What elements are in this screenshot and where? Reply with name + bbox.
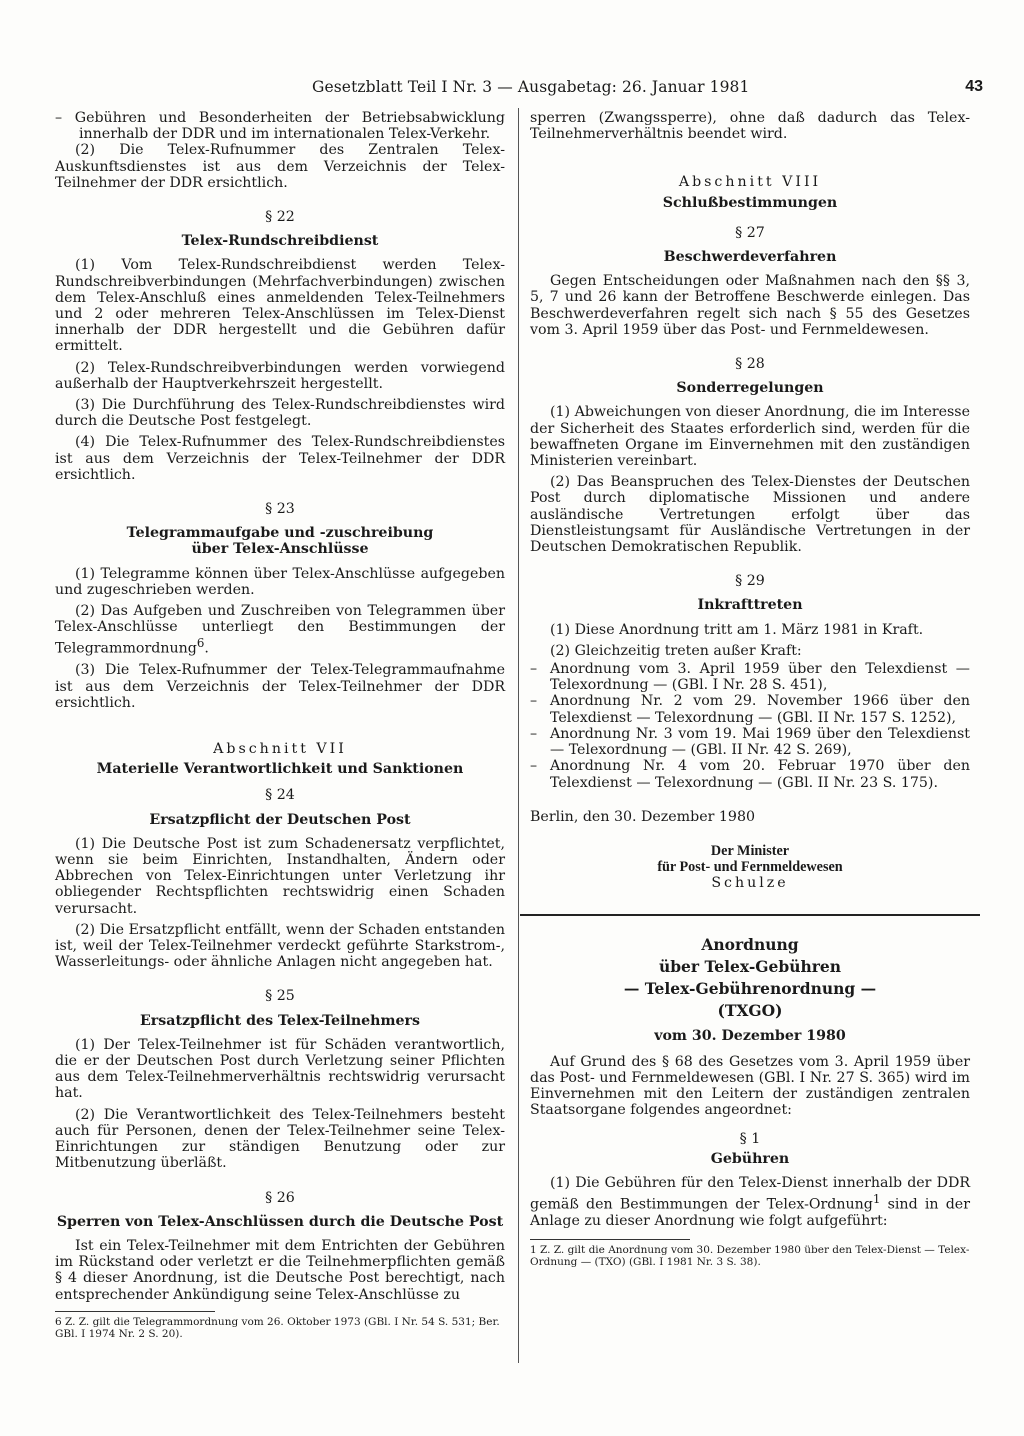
section-7-title: Materielle Verantwortlichkeit und Sanktionen: [96, 761, 464, 778]
section-24-p1: (1) Die Deutsche Post ist zum Schadenersatz verpflichtet, wenn sie beim Einrichten, Instandhalten, Ändern oder Abbrechen von Telex-Einrichtungen unter Verletzung ihr obliegender Rechtspflichten rechtswidrig einen Schaden verursacht.: [55, 835, 505, 917]
list-dash: –: [530, 693, 538, 710]
section-22-title: Telex-Rundschreibdienst: [181, 233, 379, 250]
new-order-title-line1: Anordnung: [701, 934, 799, 954]
new-order-title-line3: — Telex-Gebührenordnung —: [623, 978, 877, 998]
section-23-p2: [55, 603, 505, 657]
page-number: 43: [965, 78, 983, 95]
footnote-ref-6: 6: [196, 636, 205, 651]
section-26-p1: Ist ein Telex-Teilnehmer mit dem Entrichten der Gebühren im Rückstand oder verletzt er die Teilnehmerpflichten gemäß § 4 dieser Anordnung, ist die Deutsche Post berechtigt, nach entsprechender Ankündigung seine Telex-Anschlüsse zu: [55, 1237, 505, 1303]
section-22-number: § 22: [265, 209, 295, 226]
list-dash: –: [530, 725, 538, 742]
footnote-ref-1: 1: [872, 1192, 881, 1207]
section-23-p2-end: .: [204, 641, 209, 658]
section-24-number: § 24: [265, 787, 295, 804]
continuation-text: sperren (Zwangssperre), ohne daß dadurch das Telex-Teilnehmerverhältnis beendet wird.: [530, 110, 970, 143]
new-order-section-1-p1-text: (1) Die Gebühren für den Telex-Dienst innerhalb der DDR gemäß den Bestimmungen der Telex-Ordnung: [530, 1174, 970, 1213]
new-order-section-1-number: § 1: [739, 1130, 761, 1147]
section-8-title: Schlußbestimmungen: [662, 194, 838, 211]
page-header-title: Gesetzblatt Teil I Nr. 3 — Ausgabetag: 26. Januar 1981: [312, 78, 750, 96]
list-item: [530, 693, 970, 725]
new-order-section-1-title: Gebühren: [710, 1150, 790, 1167]
new-order-preamble: Auf Grund des § 68 des Gesetzes vom 3. April 1959 über das Post- und Fernmeldewesen (GBl. I Nr. 27 S. 365) wird im Einvernehmen mit den Leitern der zuständigen zentralen Staatsorgane folgendes angeordnet:: [530, 1053, 970, 1119]
new-order-section-1-p1-end: sind in der Anlage zu dieser Anordnung wie folgt aufgeführt:: [530, 1196, 970, 1230]
list-item-text: Anordnung Nr. 3 vom 19. Mai 1969 über den Telexdienst — Telexordnung — (GBl. II Nr. 42 S. 269),: [550, 725, 970, 759]
new-order-section-1-p1: [530, 1175, 970, 1229]
new-order-title-line4: (TXGO): [717, 1000, 783, 1020]
section-23-p3: (3) Die Telex-Rufnummer der Telex-Telegrammaufnahme ist aus dem Verzeichnis der Telex-Teilnehmer der DDR ersichtlich.: [55, 662, 505, 711]
section-29-title: Inkrafttreten: [697, 597, 803, 614]
footnote-1: 1 Z. Z. gilt die Anordnung vom 30. Dezember 1980 über den Telex-Dienst — Telex-Ordnung — (TXO) (GBl. I 1981 Nr. 3 S. 38).: [530, 1244, 970, 1269]
section-27-p1: Gegen Entscheidungen oder Maßnahmen nach den §§ 3, 5, 7 und 26 kann der Betroffene Beschwerde einlegen. Das Beschwerdeverfahren regelt sich nach § 55 des Gesetzes vom 3. April 1959 über das Post- und Fernmeldewesen.: [530, 273, 970, 338]
intro-dash-item: – Gebühren und Besonderheiten der Betriebsabwicklung innerhalb der DDR und im internationalen Telex-Verkehr.: [55, 110, 505, 143]
section-24-p2: (2) Die Ersatzpflicht entfällt, wenn der Schaden entstanden ist, weil der Telex-Teilnehmer verdeckt geführte Starkstrom-, Wasserleitungs- oder ähnliche Anlagen nicht angegeben hat.: [55, 921, 505, 971]
document-divider: [520, 914, 980, 916]
section-29-number: § 29: [735, 573, 765, 590]
section-25-p1: (1) Der Telex-Teilnehmer ist für Schäden verantwortlich, die er der Deutschen Post durch Verletzung seiner Pflichten aus dem Telex-Teilnehmerverhältnis rechtswidrig verursacht hat.: [55, 1036, 505, 1102]
section-23-p1: (1) Telegramme können über Telex-Anschlüsse aufgegeben und zugeschrieben werden.: [55, 565, 505, 598]
section-7-heading: Abschnitt VII: [213, 741, 347, 758]
list-item: [530, 758, 970, 790]
section-26-number: § 26: [265, 1189, 295, 1206]
section-23-p2-text: (2) Das Aufgeben und Zuschreiben von Telegrammen über Telex-Anschlüsse unterliegt den Bestimmungen der Telegrammordnung: [55, 603, 505, 658]
list-dash: –: [530, 758, 538, 775]
footnote-6: 6 Z. Z. gilt die Telegrammordnung vom 26. Oktober 1973 (GBl. I Nr. 54 S. 531; Ber. GBl. I 1974 Nr. 2 S. 20).: [55, 1315, 500, 1340]
footnote-rule: [55, 1311, 215, 1312]
section-27-title: Beschwerdeverfahren: [663, 249, 837, 266]
section-27-number: § 27: [735, 224, 765, 241]
signing-date: Berlin, den 30. Dezember 1980: [530, 808, 756, 825]
page-header: [40, 78, 985, 102]
section-26-title: Sperren von Telex-Anschlüssen durch die Deutsche Post: [56, 1213, 504, 1230]
list-item-text: Anordnung Nr. 2 vom 29. November 1966 über den Telexdienst — Telexordnung — (GBl. II Nr. 157 S. 1252),: [550, 693, 970, 726]
section-28-title: Sonderregelungen: [676, 380, 824, 397]
left-column: [55, 110, 505, 1340]
column-divider: [518, 108, 519, 1363]
section-23-title-line2: über Telex-Anschlüsse: [191, 541, 369, 558]
section-25-p2: (2) Die Verantwortlichkeit des Telex-Teilnehmers besteht auch für Personen, denen der Telex-Teilnehmer seine Telex-Einrichtungen zur ständigen Benutzung oder zur Mitbenutzung überläßt.: [55, 1106, 505, 1172]
section-29-p1: (1) Diese Anordnung tritt am 1. März 1981 in Kraft.: [550, 621, 924, 638]
section-22-p2: (2) Telex-Rundschreibverbindungen werden vorwiegend außerhalb der Hauptverkehrszeit hergestellt.: [55, 359, 505, 392]
section-24-title: Ersatzpflicht der Deutschen Post: [149, 811, 411, 828]
signature-title-line1: Der Minister: [710, 842, 790, 859]
new-order-title-line2: über Telex-Gebühren: [658, 956, 842, 976]
list-item: [530, 726, 970, 758]
section-28-p1: (1) Abweichungen von dieser Anordnung, die im Interesse der Sicherheit des Staates erforderlich sind, werden für die bewaffneten Organe im Einvernehmen mit den zuständigen Ministerien vereinbart.: [530, 404, 970, 470]
section-25-title: Ersatzpflicht des Telex-Teilnehmers: [139, 1012, 421, 1029]
list-item-text: Anordnung vom 3. April 1959 über den Telexdienst — Telexordnung — (GBl. I Nr. 28 S. 451),: [550, 661, 970, 694]
new-order-date: vom 30. Dezember 1980: [654, 1027, 846, 1044]
section-22-p3: (3) Die Durchführung des Telex-Rundschreibdienstes wird durch die Deutsche Post festgelegt.: [55, 397, 505, 430]
section-29-p2: (2) Gleichzeitig treten außer Kraft:: [550, 642, 802, 659]
list-item: [530, 661, 970, 693]
section-22-p1: (1) Vom Telex-Rundschreibdienst werden Telex-Rundschreibverbindungen (Mehrfachverbindungen) zwischen dem Telex-Anschluß eines anmeldenden Telex-Teilnehmers und 2 oder mehreren Telex-Anschlüssen im Telex-Dienst innerhalb der DDR hergestellt und die Gebühren dafür ermittelt.: [55, 257, 505, 355]
right-column: [530, 110, 970, 1268]
section-28-number: § 28: [735, 356, 765, 373]
signature-name: Schulze: [711, 875, 789, 892]
section-8-heading: Abschnitt VIII: [678, 174, 822, 191]
section-25-number: § 25: [265, 988, 295, 1005]
section-28-p2: (2) Das Beanspruchen des Telex-Dienstes der Deutschen Post durch diplomatische Missionen und andere ausländische Vertretungen erfolgt über das Dienstleistungsamt für Ausländische Vertretungen in der Deutschen Demokratischen Republik.: [530, 474, 970, 556]
section-23-number: § 23: [265, 501, 295, 518]
section-22-p4: (4) Die Telex-Rufnummer des Telex-Rundschreibdienstes ist aus dem Verzeichnis der Telex-Teilnehmer der DDR ersichtlich.: [55, 434, 505, 483]
list-item-text: Anordnung Nr. 4 vom 20. Februar 1970 über den Telexdienst — Telexordnung — (GBl. II Nr. 23 S. 175).: [550, 758, 970, 791]
signature-title-line2: für Post- und Fernmeldewesen: [657, 859, 843, 876]
list-dash: –: [530, 661, 538, 678]
intro-paragraph: (2) Die Telex-Rufnummer des Zentralen Telex-Auskunftsdienstes ist aus dem Verzeichnis der Telex-Teilnehmer der DDR ersichtlich.: [55, 142, 505, 191]
section-23-title-line1: Telegrammaufgabe und -zuschreibung: [126, 525, 434, 542]
footnote-rule-right: [530, 1239, 690, 1240]
